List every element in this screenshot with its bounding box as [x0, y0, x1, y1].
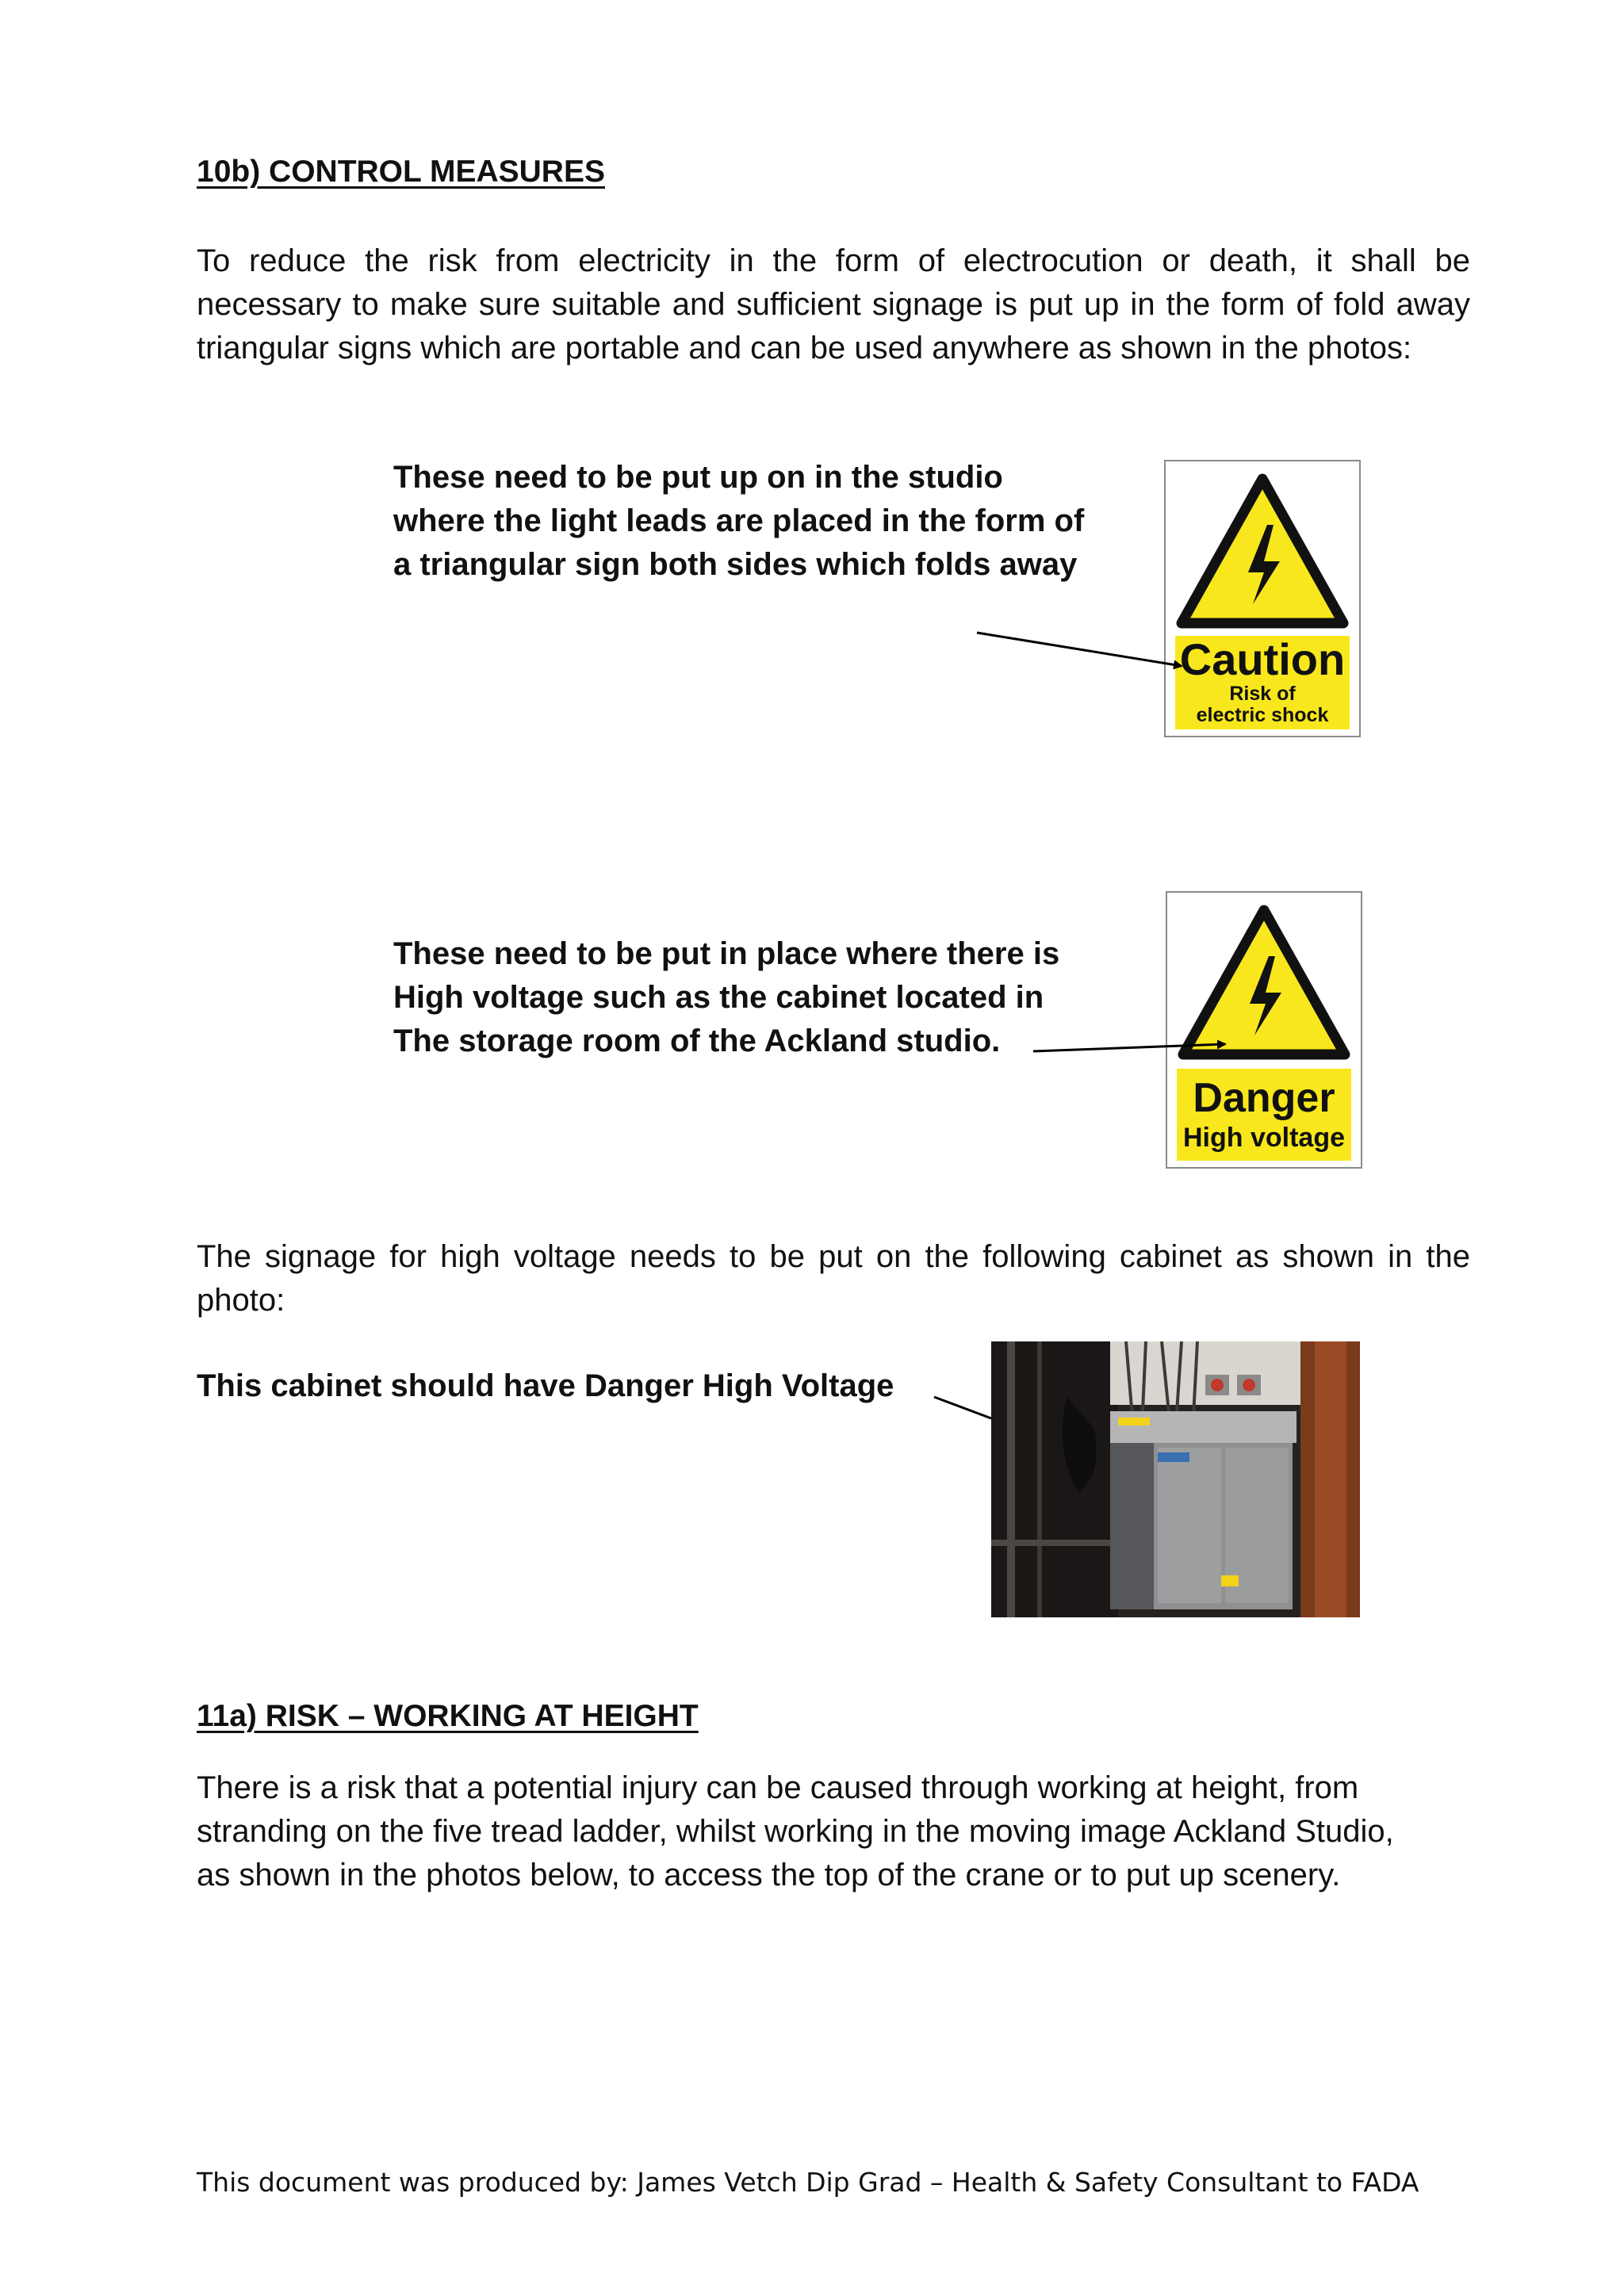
cabinet-intro: The signage for high voltage needs to be put on the following cabinet as shown in the photo: [197, 1239, 1470, 1318]
danger-sign-subtitle: High voltage [1182, 1123, 1346, 1153]
caution-sign-note: These need to be put up on in the studio where the light leads are placed in the form of a triangular sign both sides which folds away [393, 460, 1085, 582]
caution-sign-title: Caution [1179, 634, 1346, 684]
danger-sign-title: Danger [1193, 1075, 1335, 1121]
danger-arrow [1033, 1044, 1225, 1051]
control-measures-intro: To reduce the risk from electricity in the form of electrocution or death, it shall be necessary to make sure suitable and sufficient signage is put up in the form of fold away triangular signs which are portable and can be used anywhere as shown in the photos: [197, 243, 1470, 365]
caution-arrow [977, 633, 1182, 666]
cabinet-note: This cabinet should have Danger High Voltage [197, 1368, 894, 1403]
cabinet-pointer-line [934, 1397, 991, 1418]
section-11a-heading: 11a) RISK – WORKING AT HEIGHT [197, 1699, 699, 1733]
footer-credit: This document was produced by: James Vetch Dip Grad – Health & Safety Consultant to FADA [197, 2167, 1419, 2198]
caution-sign-subtitle: Risk of electric shock [1196, 683, 1329, 726]
danger-sign-note: These need to be put in place where there is High voltage such as the cabinet located in The storage room of the Ackland studio. [393, 936, 1060, 1058]
section-10b-heading: 10b) CONTROL MEASURES [197, 155, 605, 189]
working-at-height-body: There is a risk that a potential injury can be caused through working at height, from stranding on the five tread ladder, whilst working in the moving image Ackland Studio, as shown in the photos below, to access the top of the crane or to put up scenery. [197, 1770, 1394, 1892]
